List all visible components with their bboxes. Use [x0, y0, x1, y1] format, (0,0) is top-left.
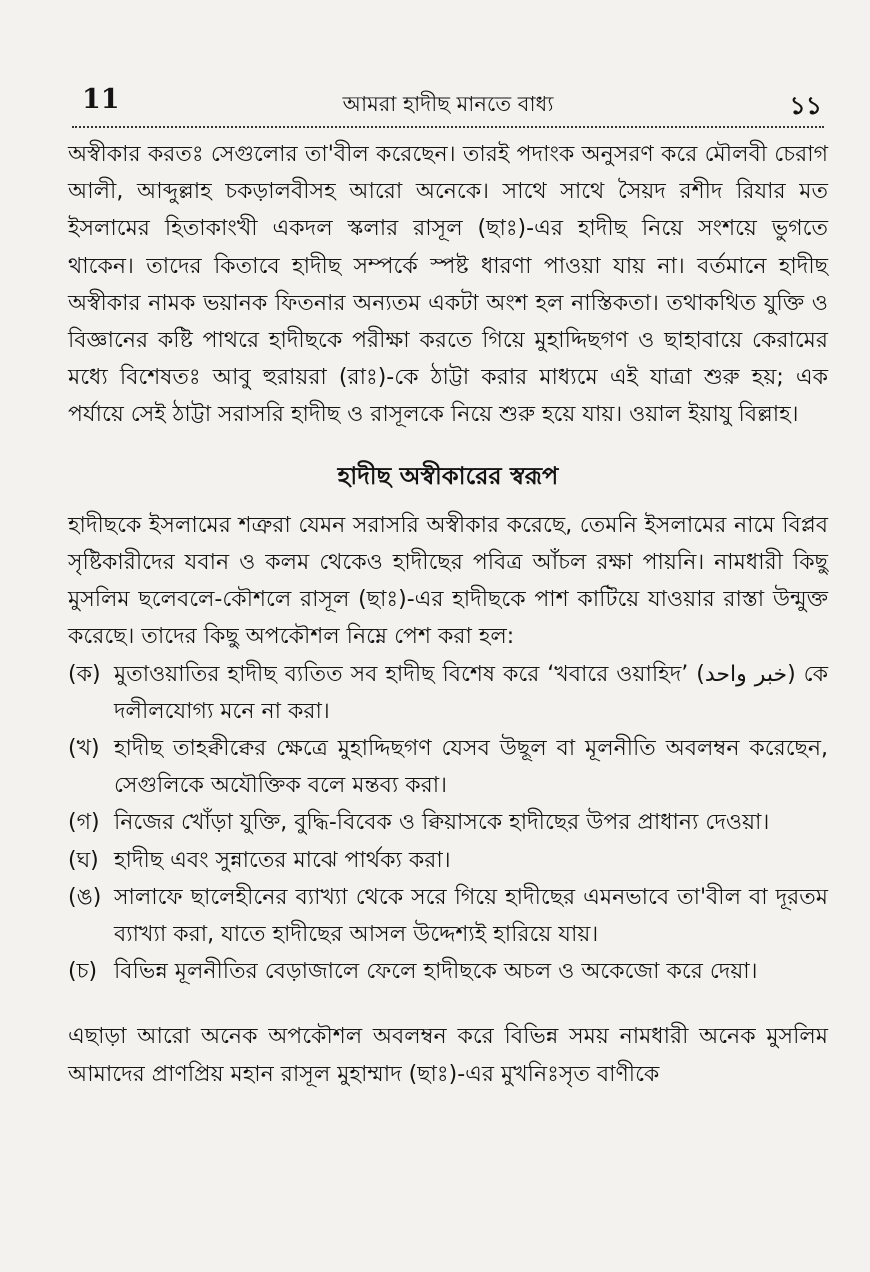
- paragraph-2: হাদীছকে ইসলামের শত্রুরা যেমন সরাসরি অস্বীকার করেছে, তেমনি ইসলামের নামে বিপ্লব সৃষ্টিকারীদের যবান ও কলম থেকেও হাদীছের পবিত্র আঁচল রক্ষা পায়নি। নামধারী কিছু মুসলিম ছলেবলে-কৌশলে রাসূল (ছাঃ)-এর হাদীছকে পাশ কাটিয়ে যাওয়ার রাস্তা উন্মুক্ত করেছে। তাদের কিছু অপকৌশল নিম্নে পেশ করা হল:: [68, 512, 828, 650]
- list-item-text: মুতাওয়াতির হাদীছ ব্যতিত সব হাদীছ বিশেষ করে ‘খবারে ওয়াহিদ’ (خبر واحد) কে দলীলযোগ্য মনে না করা।: [114, 661, 828, 724]
- list-item: [68, 730, 828, 804]
- page-number-latin: 11: [82, 84, 120, 115]
- section-heading: হাদীছ অস্বীকারের স্বরূপ: [337, 461, 559, 490]
- list-item: [68, 842, 828, 879]
- list-marker: (ঙ): [68, 884, 102, 910]
- list-marker: (চ): [68, 959, 98, 985]
- list-item: [68, 879, 828, 953]
- tactics-list: [68, 656, 828, 991]
- list-marker: (খ): [68, 736, 100, 762]
- list-marker: (গ): [68, 810, 100, 836]
- paragraph-3: এছাড়া আরো অনেক অপকৌশল অবলম্বন করে বিভিন্ন সময় নামধারী অনেক মুসলিম আমাদের প্রাণপ্রিয় মহান রাসূল মুহাম্মাদ (ছাঃ)-এর মুখনিঃসৃত বাণীকে: [68, 1024, 828, 1087]
- list-item: [68, 804, 828, 841]
- page-body: [68, 136, 828, 1093]
- list-item: [68, 656, 828, 730]
- page-header: [72, 82, 824, 128]
- list-item-text: হাদীছ এবং সুন্নাতের মাঝে পার্থক্য করা।: [114, 847, 451, 873]
- header-divider: [72, 126, 824, 128]
- paragraph-1: অস্বীকার করতঃ সেগুলোর তা'বীল করেছেন। তারই পদাংক অনুসরণ করে মৌলবী চেরাগ আলী, আব্দুল্লাহ চকড়ালবীসহ আরো অনেকে। সাথে সাথে সৈয়দ রশীদ রিযার মত ইসলামের হিতাকাংখী একদল স্কলার রাসূল (ছাঃ)-এর হাদীছ নিয়ে সংশয়ে ভুগতে থাকেন। তাদের কিতাবে হাদীছ সম্পর্কে স্পষ্ট ধারণা পাওয়া যায় না। বর্তমানে হাদীছ অস্বীকার নামক ভয়ানক ফিতনার অন্যতম একটা অংশ হল নাস্তিকতা। তথাকথিত যুক্তি ও বিজ্ঞানের কষ্টি পাথরে হাদীছকে পরীক্ষা করতে গিয়ে মুহাদ্দিছগণ ও ছাহাবায়ে কেরামের মধ্যে বিশেষতঃ আবু হুরায়রা (রাঃ)-কে ঠাট্টা করার মাধ্যমে এই যাত্রা শুরু হয়; এক পর্যায়ে সেই ঠাট্টা সরাসরি হাদীছ ও রাসূলকে নিয়ে শুরু হয়ে যায়। ওয়াল ইয়াযু বিল্লাহ।: [68, 142, 828, 428]
- running-title: আমরা হাদীছ মানতে বাধ্য: [342, 92, 554, 116]
- list-item-text: সালাফে ছালেহীনের ব্যাখ্যা থেকে সরে গিয়ে হাদীছের এমনভাবে তা'বীল বা দূরতম ব্যাখ্যা করা, যাতে হাদীছের আসল উদ্দেশ্যই হারিয়ে যায়।: [114, 884, 828, 948]
- list-item: [68, 953, 828, 990]
- list-item-text: হাদীছ তাহক্বীক্বের ক্ষেত্রে মুহাদ্দিছগণ যেসব উছূল বা মূলনীতি অবলম্বন করেছেন, সেগুলিকে অযৌক্তিক বলে মন্তব্য করা।: [114, 736, 828, 799]
- page-number-bengali: ১১: [789, 91, 822, 120]
- list-marker: (ক): [68, 661, 101, 687]
- list-marker: (ঘ): [68, 847, 99, 873]
- list-item-text: বিভিন্ন মূলনীতির বেড়াজালে ফেলে হাদীছকে অচল ও অকেজো করে দেয়া।: [114, 959, 758, 985]
- list-item-text: নিজের খোঁড়া যুক্তি, বুদ্ধি-বিবেক ও ক্বিয়াসকে হাদীছের উপর প্রাধান্য দেওয়া।: [114, 810, 770, 836]
